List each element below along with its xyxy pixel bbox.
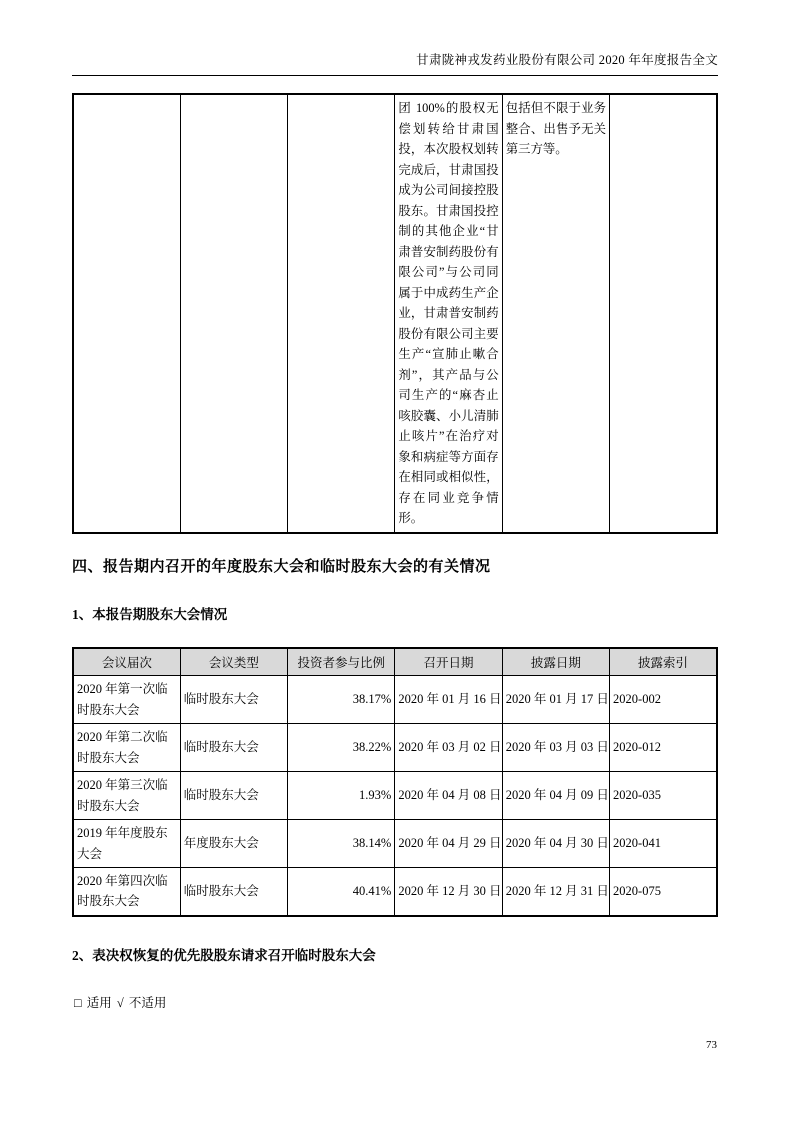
meeting-row — [73, 724, 717, 772]
meeting-convene-date: 2020 年 04 月 29 日 — [395, 820, 502, 868]
meeting-type: 临时股东大会 — [180, 772, 287, 820]
page-number: 73 — [706, 1039, 717, 1051]
meeting-participation: 1.93% — [288, 772, 395, 820]
meeting-row — [73, 868, 717, 916]
col-header-session: 会议届次 — [73, 648, 180, 676]
applicable-label: 适用 — [86, 995, 112, 1010]
carryover-table — [72, 93, 718, 534]
not-applicable-label: 不适用 — [128, 995, 167, 1010]
meeting-session: 2020 年第一次临时股东大会 — [73, 676, 180, 724]
meeting-disclosure-index: 2020-002 — [610, 676, 717, 724]
meeting-disclosure-date: 2020 年 03 月 03 日 — [502, 724, 609, 772]
meeting-table-header-row — [73, 648, 717, 676]
meeting-row — [73, 676, 717, 724]
meeting-session: 2020 年第二次临时股东大会 — [73, 724, 180, 772]
meeting-disclosure-index: 2020-041 — [610, 820, 717, 868]
section-4-heading: 四、报告期内召开的年度股东大会和临时股东大会的有关情况 — [72, 558, 491, 575]
meeting-session: 2020 年第三次临时股东大会 — [73, 772, 180, 820]
page-header — [72, 0, 718, 76]
meeting-disclosure-index: 2020-012 — [610, 724, 717, 772]
carryover-cell-3 — [288, 94, 395, 533]
meeting-type: 临时股东大会 — [180, 676, 287, 724]
carryover-cell-6 — [610, 94, 717, 533]
shareholder-meeting-table — [72, 647, 718, 917]
meeting-type: 临时股东大会 — [180, 724, 287, 772]
meeting-row — [73, 820, 717, 868]
meeting-convene-date: 2020 年 12 月 30 日 — [395, 868, 502, 916]
meeting-type: 临时股东大会 — [180, 868, 287, 916]
meeting-disclosure-index: 2020-035 — [610, 772, 717, 820]
meeting-row — [73, 772, 717, 820]
col-header-participation: 投资者参与比例 — [288, 648, 395, 676]
meeting-participation: 38.22% — [288, 724, 395, 772]
meeting-disclosure-date: 2020 年 04 月 09 日 — [502, 772, 609, 820]
meeting-participation: 38.17% — [288, 676, 395, 724]
checkbox-unchecked-icon: □ — [74, 995, 82, 1010]
meeting-convene-date: 2020 年 03 月 02 日 — [395, 724, 502, 772]
applicability-line — [72, 993, 718, 1011]
meeting-session: 2020 年第四次临时股东大会 — [73, 868, 180, 916]
subsection-2-heading: 2、表决权恢复的优先股股东请求召开临时股东大会 — [72, 947, 376, 963]
carryover-cell-5: 包括但不限于业务整合、出售予无关第三方等。 — [502, 94, 609, 533]
col-header-convene-date: 召开日期 — [395, 648, 502, 676]
carryover-cell-4: 团 100%的股权无偿划转给甘肃国投，本次股权划转完成后，甘肃国投成为公司间接控股股东。甘肃国投控制的其他企业“甘肃普安制药股份有限公司”与公司同属于中成药生产企业，甘肃普安制药股份有限公司主要生产“宣肺止嗽合剂”，其产品与公司生产的“麻杏止咳胶囊、小儿清肺止咳片”在治疗对象和病症等方面存在相同或相似性，存在同业竞争情形。 — [395, 94, 502, 533]
meeting-disclosure-index: 2020-075 — [610, 868, 717, 916]
col-header-type: 会议类型 — [180, 648, 287, 676]
carryover-row — [73, 94, 717, 533]
meeting-session: 2019 年年度股东大会 — [73, 820, 180, 868]
meeting-disclosure-date: 2020 年 01 月 17 日 — [502, 676, 609, 724]
meeting-convene-date: 2020 年 01 月 16 日 — [395, 676, 502, 724]
meeting-participation: 40.41% — [288, 868, 395, 916]
meeting-participation: 38.14% — [288, 820, 395, 868]
meeting-disclosure-date: 2020 年 12 月 31 日 — [502, 868, 609, 916]
col-header-disclosure-index: 披露索引 — [610, 648, 717, 676]
check-mark-icon: √ — [116, 995, 124, 1010]
carryover-cell-2 — [180, 94, 287, 533]
col-header-disclosure-date: 披露日期 — [502, 648, 609, 676]
meeting-type: 年度股东大会 — [180, 820, 287, 868]
carryover-cell-1 — [73, 94, 180, 533]
meeting-disclosure-date: 2020 年 04 月 30 日 — [502, 820, 609, 868]
report-title: 甘肃陇神戎发药业股份有限公司 2020 年年度报告全文 — [416, 53, 718, 67]
subsection-1-heading: 1、本报告期股东大会情况 — [72, 606, 228, 622]
meeting-convene-date: 2020 年 04 月 08 日 — [395, 772, 502, 820]
